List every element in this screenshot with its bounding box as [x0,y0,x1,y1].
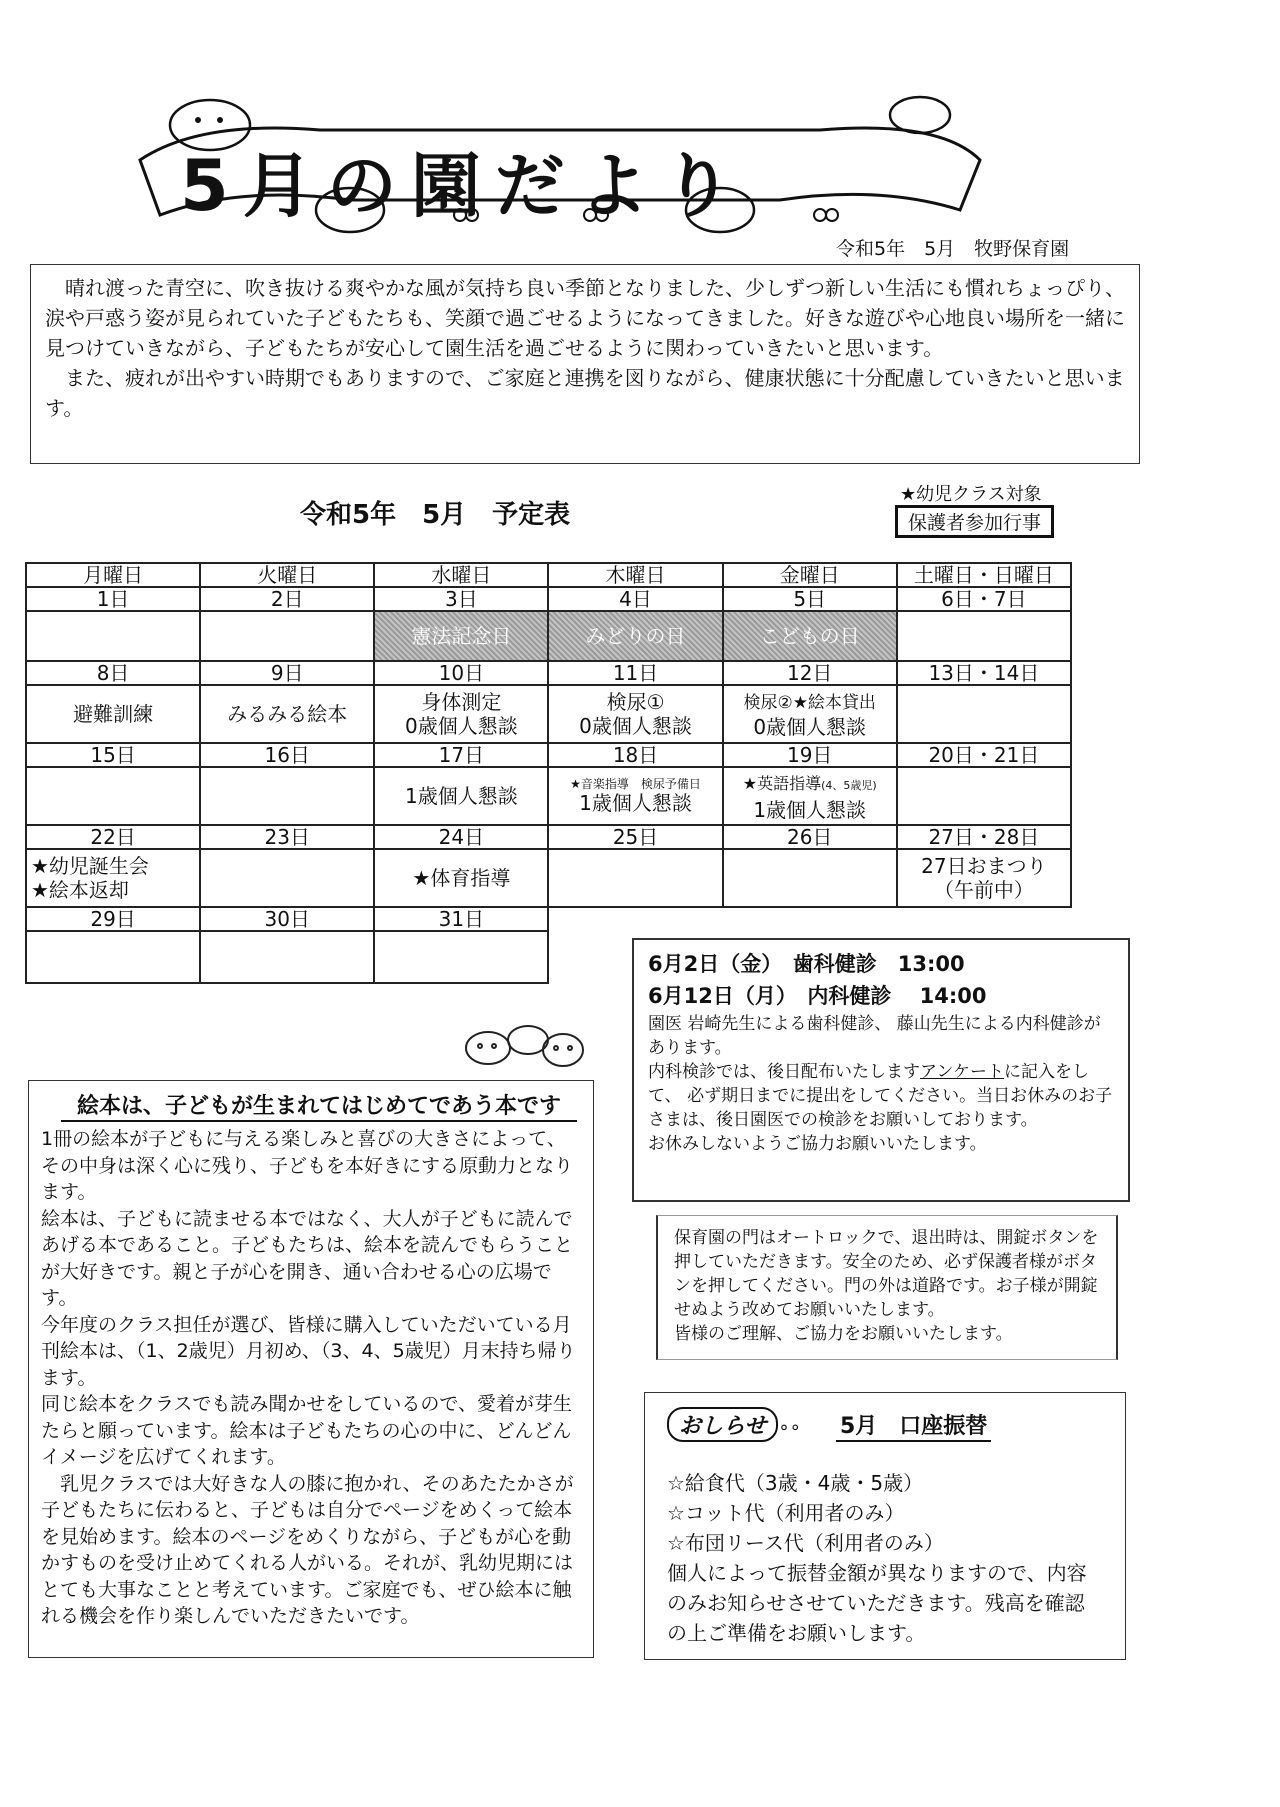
notice-item: ☆布団リース代（利用者のみ） [667,1531,944,1555]
event-line: 1歳個人懇談 [579,791,692,815]
date-cell: 1日 [26,587,200,611]
empty-cell [548,907,722,931]
table-row-dates [26,907,1071,931]
dental-checkup-line: 6月2日（金） 歯科健診 13:00 [648,952,965,976]
caterpillar-icon [890,97,950,133]
event-cell [26,931,200,983]
event-cell: 避難訓練 [26,685,200,743]
holiday-cell: 憲法記念日 [374,611,548,661]
date-cell: 20日・21日 [897,743,1071,767]
date-cell: 4日 [548,587,722,611]
date-cell: 31日 [374,907,548,931]
date-cell: 10日 [374,661,548,685]
date-cell: 2日 [200,587,374,611]
day-header: 火曜日 [200,563,374,587]
event-cell [723,685,897,743]
event-line: 27日おまつり [921,854,1047,878]
table-row-events [26,767,1071,825]
date-cell: 27日・28日 [897,825,1071,849]
event-line: ★絵本返却 [31,878,129,902]
event-cell [723,767,897,825]
notice-box [644,1392,1126,1660]
picture-book-paragraph: 同じ絵本をクラスでも読み聞かせをしているので、愛着が芽生たらと願っています。絵本は子どもたちの心の中に、どんどんイメージを広げてくれます。 [41,1393,573,1468]
notice-item: ☆給食代（3歳・4歳・5歳） [667,1471,924,1495]
picture-book-title: 絵本は、子どもが生まれてはじめてであう本です [61,1089,577,1122]
date-cell: 6日・7日 [897,587,1071,611]
date-cell: 23日 [200,825,374,849]
event-cell: ★体育指導 [374,849,548,907]
event-cell [374,931,548,983]
date-cell: 24日 [374,825,548,849]
date-cell: 8日 [26,661,200,685]
children-doodle-icon [458,1018,588,1076]
date-cell: 13日・14日 [897,661,1071,685]
intro-paragraph: 晴れ渡った青空に、吹き抜ける爽やかな風が気持ち良い季節となりました、少しずつ新しい生活にも慣れちょっぴり、涙や戸惑う姿が見られていた子どもたちも、笑顔で過ごせるようになってきました。好きな遊びや心地良い場所を一緒に見つけていきながら、子どもたちが安心して園生活を過ごせるように関わっていきたいと思います。 [45,276,1125,360]
date-cell: 17日 [374,743,548,767]
date-cell: 16日 [200,743,374,767]
date-cell: 9日 [200,661,374,685]
event-line: 身体測定 [421,690,502,714]
event-cell [200,849,374,907]
empty-cell [723,907,897,931]
event-cell [26,611,200,661]
event-line: 1歳個人懇談 [753,798,867,822]
event-cell [548,767,722,825]
picture-book-box [28,1080,594,1658]
checkup-text-part: 内科検診では、後日配布いたします [648,1062,920,1082]
event-line: （午前中） [933,878,1034,902]
notice-note: 個人によって振替金額が異なりますので、内容のみお知らせさせていただきます。残高を確認の上ご準備をお願いします。 [667,1561,1087,1645]
table-row-events [26,611,1071,661]
date-cell: 11日 [548,661,722,685]
event-cell [897,611,1071,661]
event-line: (4、5歳児) [821,779,877,792]
event-cell: 1歳個人懇談 [374,767,548,825]
checkup-text [648,1060,1114,1132]
picture-book-paragraph: 今年度のクラス担任が選び、皆様に購入していただいている月刊絵本は、（1、2歳児）月初め、（3、4、5歳児）月末持ち帰ります。 [41,1313,576,1389]
event-line: 0歳個人懇談 [405,714,518,738]
date-cell: 18日 [548,743,722,767]
day-header: 月曜日 [26,563,200,587]
survey-link: アンケート [920,1062,1004,1082]
health-checkup-box [632,938,1130,1202]
date-cell: 15日 [26,743,200,767]
event-line: ★英語指導 [742,774,822,793]
banner-title: 5月の園だより [180,145,747,227]
day-header: 土曜日・日曜日 [897,563,1071,587]
day-header: 金曜日 [723,563,897,587]
event-cell [723,849,897,907]
table-row-dates [26,743,1071,767]
intro-box [30,264,1140,464]
holiday-cell: こどもの日 [723,611,897,661]
intro-paragraph: また、疲れが出やすい時期でもありますので、ご家庭と連携を図りながら、健康状態に十分配慮していきたいと思います。 [45,366,1125,420]
date-cell: 30日 [200,907,374,931]
date-cell: 29日 [26,907,200,931]
publisher-line: 令和5年 5月 牧野保育園 [836,238,1070,260]
event-cell [548,685,722,743]
event-cell [548,849,722,907]
date-cell: 26日 [723,825,897,849]
picture-book-paragraph: 絵本は、子どもに読ませる本ではなく、大人が子どもに読んであげる本であること。子どもたちは、絵本を読んでもらうことが大好きです。親と子が心を開き、通い合わせる心の広場です。 [41,1207,574,1309]
event-cell [374,685,548,743]
notice-bubble-icon: ∘∘ [778,1417,801,1438]
table-row-dates [26,661,1071,685]
gate-text: 保育園の門はオートロックで、退出時は、開錠ボタンを押していただきます。安全のため、必ず保護者様がボタンを押してください。門の外は道路です。お子様が開錠せぬよう改めてお願いいたします。 [674,1228,1099,1320]
checkup-text-part: に記入をして、 必ず期日までに提出をしてください。当日お休みのお子さまは、後日園医での検診をお願いしております。 [648,1062,1113,1130]
table-row-days [26,563,1071,587]
picture-book-paragraph: 乳児クラスでは大好きな人の膝に抱かれ、そのあたたかさが子どもたちに伝わると、子どもは自分でページをめくって絵本を見始めます。絵本のページをめくりながら、子どもが心を動かすものを受け止めてくれる人がいる。それが、乳幼児期にはとても大事なことと考えています。ご家庭でも、ぜひ絵本に触れる機会を作り楽しんでいただきたいです。 [41,1472,574,1627]
table-row-dates [26,587,1071,611]
notice-item: ☆コット代（利用者のみ） [667,1501,905,1525]
event-cell [26,767,200,825]
event-cell [897,685,1071,743]
day-header: 木曜日 [548,563,722,587]
table-row-dates [26,825,1071,849]
schedule-note-box: 保護者参加行事 [895,505,1054,538]
event-line: 0歳個人懇談 [753,715,867,739]
schedule-title: 令和5年 5月 予定表 [300,500,571,530]
event-line: 検尿②★絵本貸出 [743,693,876,713]
date-cell: 22日 [26,825,200,849]
date-cell: 3日 [374,587,548,611]
table-row-events [26,849,1071,907]
event-cell [897,849,1071,907]
day-header: 水曜日 [374,563,548,587]
event-cell [26,849,200,907]
event-line: ★幼児誕生会 [31,854,149,878]
date-cell: 5日 [723,587,897,611]
table-row-events [26,685,1071,743]
gate-notice-box [656,1215,1118,1360]
picture-book-paragraph: 1冊の絵本が子どもに与える楽しみと喜びの大きさによって、その中身は深く心に残り、子どもを本好きにする原動力となります。 [41,1128,574,1203]
checkup-text: お休みしないようご協力お願いいたします。 [648,1134,987,1154]
event-cell [200,767,374,825]
event-line: 0歳個人懇談 [579,714,692,738]
date-cell: 25日 [548,825,722,849]
schedule-table [25,562,1072,984]
event-line: ★音楽指導 検尿予備日 [570,777,701,791]
event-cell: みるみる絵本 [200,685,374,743]
notice-title: 5月 口座振替 [836,1409,991,1442]
internal-checkup-line: 6月12日（月） 内科健診 14:00 [648,984,987,1008]
event-cell [200,931,374,983]
event-cell [897,767,1071,825]
date-cell: 12日 [723,661,897,685]
notice-badge: おしらせ [667,1407,778,1442]
date-cell: 19日 [723,743,897,767]
checkup-text: 園医 岩崎先生による歯科健診、 藤山先生による内科健診があります。 [648,1014,1101,1058]
holiday-cell: みどりの日 [548,611,722,661]
empty-cell [897,907,1071,931]
gate-text: 皆様のご理解、ご協力をお願いいたします。 [674,1324,1013,1344]
event-line: 検尿① [606,690,665,714]
schedule-note-star: ★幼児クラス対象 [900,484,1042,505]
event-cell [200,611,374,661]
